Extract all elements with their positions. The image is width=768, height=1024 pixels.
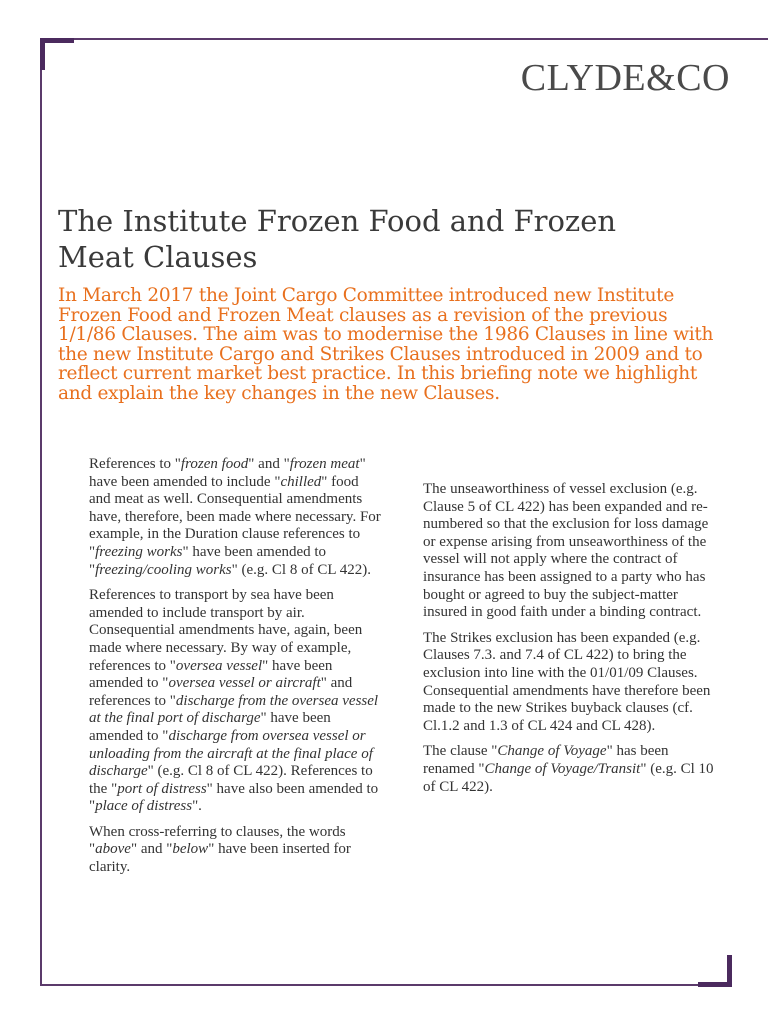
frame-bottom-line xyxy=(40,984,732,986)
right-column xyxy=(423,481,715,804)
text-run: " and references to " xyxy=(89,675,353,709)
paragraph-transport-by-air xyxy=(89,587,381,816)
text-run: " have been amended to " xyxy=(89,710,331,744)
italic-term: Change of Voyage xyxy=(497,743,607,760)
italic-term: above xyxy=(95,841,131,858)
text-run: References to " xyxy=(89,456,181,472)
text-run: References to transport by sea have been amended to include transport by air. Consequential amendments have, again, been made where necessary. By way of example, references to " xyxy=(89,587,363,674)
italic-term: port of distress xyxy=(117,780,207,797)
document-title: The Institute Frozen Food and Frozen Meat Clauses xyxy=(58,204,617,274)
text-run: " (e.g. Cl 8 of CL 422). References to the " xyxy=(89,763,373,797)
text-run: " and " xyxy=(248,456,290,472)
corner-bracket-top-left xyxy=(40,38,74,43)
italic-term: discharge from oversea vessel or unloading from the aircraft at the final place of discharge xyxy=(89,727,373,780)
text-run: " (e.g. Cl 10 of CL 422). xyxy=(423,760,714,795)
text-run: " has been renamed " xyxy=(423,743,669,777)
intro-paragraph: In March 2017 the Joint Cargo Committee introduced new Institute Frozen Food and Frozen Meat clauses as a revision of the previous 1/1/86 Clauses. The aim was to modernise the 1986 Clauses in line with the new Institute Cargo and Strikes Clauses introduced in 2009 and to reflect current market best practice. In this briefing note we highlight and explain the key changes in the new Clauses. xyxy=(58,285,714,404)
text-run: " have also been amended to " xyxy=(89,780,379,815)
paragraph-unseaworthiness xyxy=(423,481,715,622)
text-run: The Strikes exclusion has been expanded (e.g. Clauses 7.3. and 7.4 of CL 422) to bring the exclusion into line with the 01/01/09 Clauses. Consequential amendments have therefore been made to the new Strikes buyback clauses (cf. Cl.1.2 and 1.3 of CL 424 and CL 428). xyxy=(423,629,711,734)
italic-term: freezing/cooling works xyxy=(95,561,232,578)
company-logo: CLYDE&CO xyxy=(520,57,730,99)
italic-term: discharge from the oversea vessel at the final port of discharge xyxy=(89,692,379,727)
italic-term: freezing works xyxy=(95,543,183,560)
text-run: " and " xyxy=(130,841,173,858)
text-run: " have been amended to " xyxy=(89,543,327,578)
frame-left-line xyxy=(40,38,42,986)
paragraph-change-of-voyage xyxy=(423,743,715,796)
italic-term: frozen food xyxy=(180,456,249,472)
corner-bracket-bottom-right-vertical xyxy=(727,955,732,987)
frame-top-line xyxy=(40,38,768,40)
corner-bracket-top-left-vertical xyxy=(40,38,45,70)
paragraph-frozen-food xyxy=(89,456,381,579)
text-run: " have been inserted for clarity. xyxy=(89,841,351,876)
italic-term: chilled xyxy=(280,473,322,490)
text-run: " food and meat as well. Consequential amendments have, therefore, been made where necessary. For example, in the Duration clause references to " xyxy=(89,473,381,560)
italic-term: place of distress xyxy=(95,798,193,815)
text-run: When cross-referring to clauses, the words " xyxy=(89,823,346,858)
text-run: " (e.g. Cl 8 of CL 422). xyxy=(231,561,371,578)
text-run: The clause " xyxy=(423,743,498,760)
text-run: ". xyxy=(192,798,202,815)
text-run: " have been amended to include " xyxy=(89,456,366,490)
text-run: The unseaworthiness of vessel exclusion (e.g. Clause 5 of CL 422) has been expanded and re-numbered so that the exclusion for loss damage or expense arising from unseaworthiness of the vessel will not apply where the contract of insurance has been assigned to a party who has bought or agreed to buy the subject-matter insured in good faith under a binding contract. xyxy=(423,481,709,621)
italic-term: below xyxy=(172,841,209,858)
paragraph-strikes-exclusion xyxy=(423,630,715,736)
text-run: " have been amended to " xyxy=(89,657,333,692)
italic-term: frozen meat xyxy=(289,456,360,472)
italic-term: oversea vessel or aircraft xyxy=(168,675,321,692)
left-column xyxy=(89,456,381,885)
italic-term: Change of Voyage/Transit xyxy=(484,760,641,777)
paragraph-cross-referring xyxy=(89,824,381,877)
italic-term: oversea vessel xyxy=(175,657,263,674)
